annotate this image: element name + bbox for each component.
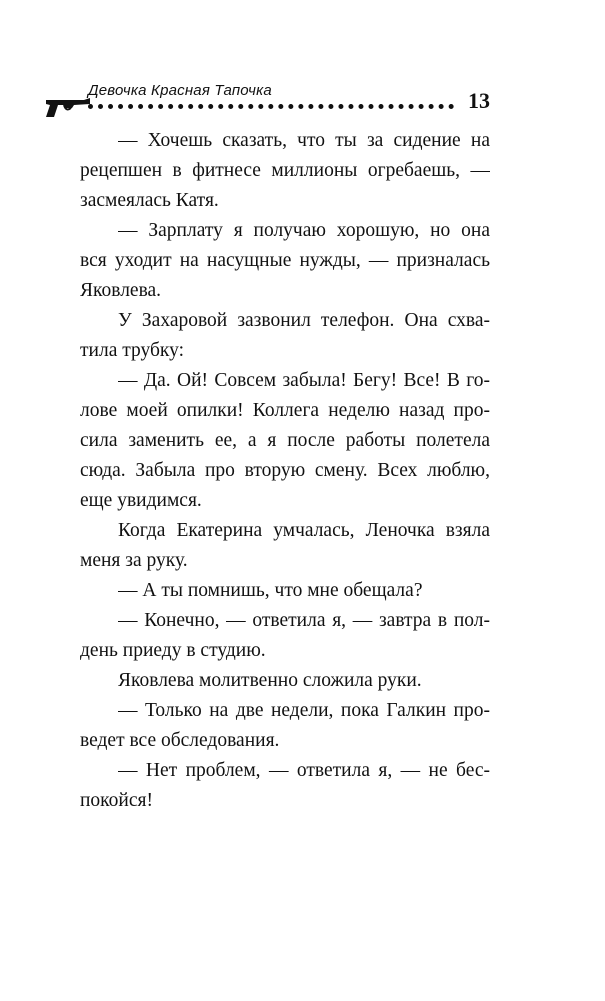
pistol-icon xyxy=(44,96,92,118)
text-line: — Хочешь сказать, что ты за сидение на xyxy=(118,130,490,151)
text-line: — Да. Ой! Совсем забыла! Бегу! Все! В го- xyxy=(118,370,490,391)
text-line: лове моей опилки! Коллега неделю назад про- xyxy=(80,400,490,421)
text-line: У Захаровой зазвонил телефон. Она схва- xyxy=(118,310,490,331)
text-line: сюда. Забыла про вторую смену. Всех люблю, xyxy=(80,460,490,481)
page-number: 13 xyxy=(468,88,490,113)
text-line: меня за руку. xyxy=(80,550,188,571)
dotted-leader xyxy=(88,104,454,109)
text-line: рецепшен в фитнесе миллионы огребаешь, — xyxy=(80,160,490,181)
text-line: сила заменить ее, а я после работы полетела xyxy=(80,430,490,451)
text-line: — А ты помнишь, что мне обещала? xyxy=(118,580,423,601)
text-line: еще увидимся. xyxy=(80,490,202,511)
text-line: Когда Екатерина умчалась, Леночка взяла xyxy=(118,520,490,541)
page-body xyxy=(80,126,490,816)
running-title: Девочка Красная Тапочка xyxy=(88,82,272,99)
text-line: — Только на две недели, пока Галкин про- xyxy=(118,700,490,721)
page-header xyxy=(44,76,490,120)
text-line: покойся! xyxy=(80,790,153,811)
text-line: день приеду в студию. xyxy=(80,640,266,661)
text-line: Яковлева. xyxy=(80,280,162,301)
text-line: ведет все обследования. xyxy=(80,730,280,751)
text-line: вся уходит на насущные нужды, — призналась xyxy=(80,250,490,271)
text-line: — Конечно, — ответила я, — завтра в пол- xyxy=(118,610,490,631)
text-line: засмеялась Катя. xyxy=(80,190,219,211)
text-line: Яковлева молитвенно сложила руки. xyxy=(118,670,422,691)
text-line: — Нет проблем, — ответила я, — не бес- xyxy=(118,760,490,781)
text-line: тила трубку: xyxy=(80,340,184,361)
text-line: — Зарплату я получаю хорошую, но она xyxy=(118,220,490,241)
